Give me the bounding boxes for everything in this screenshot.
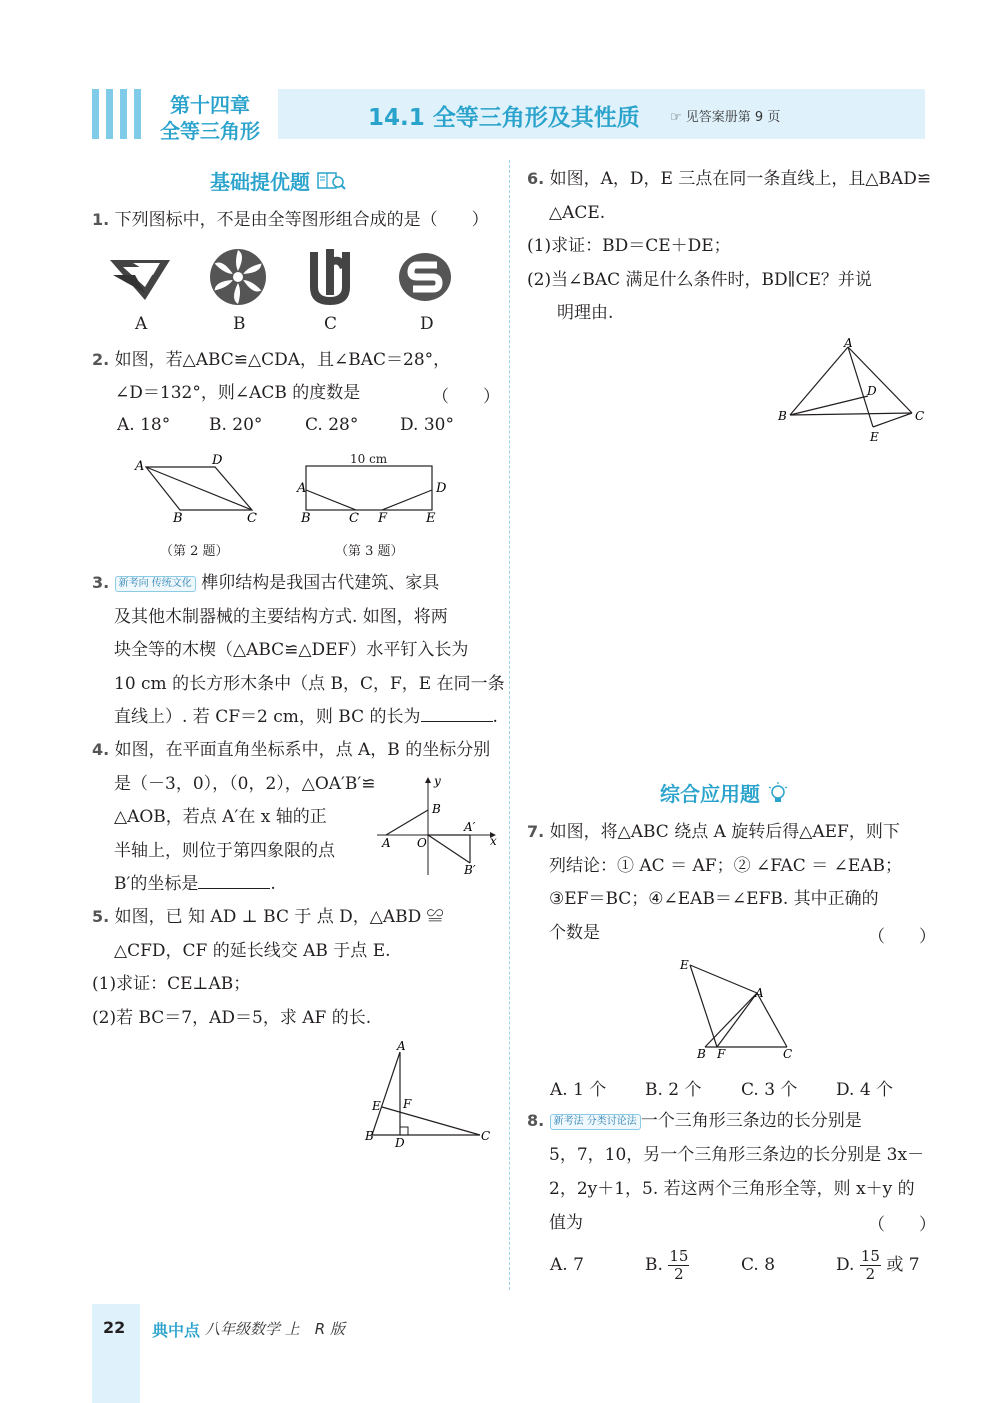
svg-text:A: A: [135, 459, 145, 474]
question-1: 1. 下列图标中，不是由全等图形组合成的是（ ）: [92, 210, 489, 230]
q2-figure: [130, 450, 270, 530]
section-title: 14.1 全等三角形及其性质: [368, 105, 640, 131]
svg-text:x: x: [490, 834, 497, 848]
q5-figure: [360, 1040, 495, 1155]
q7-figure: [675, 955, 805, 1065]
q1-option-c: C: [324, 314, 338, 334]
icon-c-figure: [310, 249, 350, 305]
svg-text:F: F: [378, 511, 388, 526]
q1-icons: [105, 245, 475, 310]
question-6: 6. 如图，A，D，E 三点在同一条直线上，且△BAD≌ △ACE. (1)求证：BD＝CE＋DE； (2)当∠BAC 满足什么条件时，BD∥CE？并说 明理由.: [527, 169, 932, 323]
q8-option-d-fraction: $\frac{15}{2}$: [860, 1247, 880, 1283]
book-title: 八年级数学 上 R 版: [205, 1320, 345, 1338]
basic-heading: 基础提优题: [210, 166, 347, 195]
section-bar: [278, 89, 925, 139]
chapter-number: 第十四章: [170, 93, 250, 117]
chapter-title: 全等三角形: [160, 119, 260, 143]
svg-text:F: F: [403, 1097, 412, 1111]
book-search-icon: [317, 170, 347, 192]
q3-answer-blank[interactable]: [421, 705, 493, 722]
svg-text:C: C: [783, 1047, 793, 1061]
svg-text:A: A: [297, 481, 307, 496]
q7-option-c: C. 3 个: [741, 1080, 798, 1100]
svg-text:C: C: [915, 409, 925, 423]
question-4: 4. 如图，在平面直角坐标系中，点 A，B 的坐标分别 是（－3，0），（0，2），△OA′B′≌ △AOB，若点 A′在 x 轴的正 半轴上，则位于第四象限的点 B′的坐标是 .: [92, 740, 491, 894]
question-3: 3. 新考向 传统文化 榫卯结构是我国古代建筑、家具 及其他木制器械的主要结构方式. 如图，将两 块全等的木楔（△ABC≌△DEF）水平钉入长为 10 cm 的长方形木条中（点 B，C，F，E 在同一条 直线上）. 若 CF＝2 cm，则 BC 的长为 .: [92, 573, 505, 727]
q2-option-d: D. 30°: [400, 415, 454, 435]
svg-text:D: D: [436, 481, 447, 496]
header-decoration: [92, 89, 142, 139]
q8-option-b: B. $\frac{15}{2}$: [645, 1247, 689, 1283]
q8-option-d: D. $\frac{15}{2}$ 或 7: [836, 1247, 920, 1283]
q1-option-b: B: [233, 314, 246, 334]
svg-text:E: E: [870, 430, 879, 444]
q8-option-a: A. 7: [550, 1255, 584, 1275]
q7-option-a: A. 1 个: [550, 1080, 607, 1100]
svg-text:B: B: [173, 511, 183, 526]
question-5: 5. 如图，已 知 AD ⊥ BC 于 点 D，△ABD ≌ △CFD，CF 的延长线交 AB 于点 E. (1)求证：CE⊥AB； (2)若 BC＝7，AD＝5，求 AF 的长.: [92, 907, 444, 1028]
q2-option-a: A. 18°: [117, 415, 171, 435]
svg-text:B: B: [432, 802, 441, 816]
svg-text:D: D: [867, 384, 877, 398]
q1-option-a: A: [135, 314, 148, 334]
svg-text:E: E: [426, 511, 436, 526]
svg-text:B: B: [697, 1047, 706, 1061]
q7-answer-paren: （ ）: [868, 927, 936, 947]
svg-text:D: D: [395, 1136, 405, 1150]
svg-text:O: O: [417, 836, 427, 850]
q8-answer-paren: （ ）: [868, 1215, 936, 1235]
svg-text:A′: A′: [464, 820, 476, 834]
pointing-hand-icon: ☞: [670, 110, 682, 125]
svg-text:A: A: [397, 1040, 406, 1053]
q3-dimension-label: 10 cm: [350, 452, 388, 466]
chapter-label: [145, 89, 275, 143]
svg-text:F: F: [717, 1047, 726, 1061]
icon-b-figure: [210, 249, 266, 305]
applied-heading: 综合应用题: [660, 778, 789, 807]
svg-text:C: C: [349, 511, 359, 526]
svg-text:B: B: [365, 1129, 374, 1143]
q1-option-d: D: [420, 314, 434, 334]
svg-text:A: A: [755, 986, 764, 1000]
svg-text:C: C: [481, 1129, 491, 1143]
svg-text:B: B: [778, 409, 787, 423]
svg-text:B: B: [301, 511, 311, 526]
question-2: 2. 如图，若△ABC≌△CDA，且∠BAC＝28°， ∠D＝132°，则∠ACB 的度数是: [92, 350, 451, 403]
q4-figure: [372, 775, 497, 880]
svg-text:A: A: [382, 836, 391, 850]
q7-option-d: D. 4 个: [836, 1080, 894, 1100]
svg-text:y: y: [434, 775, 441, 788]
svg-text:C: C: [247, 511, 257, 526]
q2-answer-paren: （ ）: [432, 387, 500, 407]
answer-reference: ☞ 见答案册第 9 页: [670, 110, 781, 125]
svg-text:A: A: [844, 336, 853, 350]
svg-text:B′: B′: [464, 863, 476, 877]
q2-option-b: B. 20°: [209, 415, 263, 435]
icon-a-figure: [110, 260, 170, 300]
q8-option-b-fraction: $\frac{15}{2}$: [669, 1247, 689, 1283]
svg-text:D: D: [212, 453, 223, 468]
column-divider: [509, 160, 510, 1290]
q4-answer-blank[interactable]: [198, 872, 270, 889]
svg-text:E: E: [680, 958, 689, 972]
q8-tag: 新考法 分类讨论法: [550, 1114, 641, 1130]
brand-logo: 典中点: [152, 1321, 201, 1340]
question-7: 7. 如图，将△ABC 绕点 A 旋转后得△AEF，则下 列结论：① AC ＝ AF；② ∠FAC ＝ ∠EAB； ③EF＝BC；④∠EAB＝∠EFB. 其中正确的 个数是: [527, 822, 903, 943]
q7-option-b: B. 2 个: [645, 1080, 702, 1100]
q3-tag: 新考向 传统文化: [115, 576, 196, 592]
q2-option-c: C. 28°: [305, 415, 359, 435]
lightbulb-icon: [767, 781, 789, 805]
page-number: 22: [103, 1318, 126, 1337]
q2-caption: （第 2 题）: [160, 544, 229, 559]
q6-figure: [770, 335, 935, 450]
q3-caption: （第 3 题）: [335, 544, 404, 559]
icon-d-figure: [399, 253, 451, 301]
svg-text:E: E: [372, 1099, 381, 1113]
question-8: 8. 新考法 分类讨论法 一个三角形三条边的长分别是 5，7，10，另一个三角形三条边的长分别是 3x－ 2，2y＋1，5. 若这两个三角形全等，则 x＋y 的 值为: [527, 1111, 925, 1233]
q8-option-c: C. 8: [741, 1255, 776, 1275]
